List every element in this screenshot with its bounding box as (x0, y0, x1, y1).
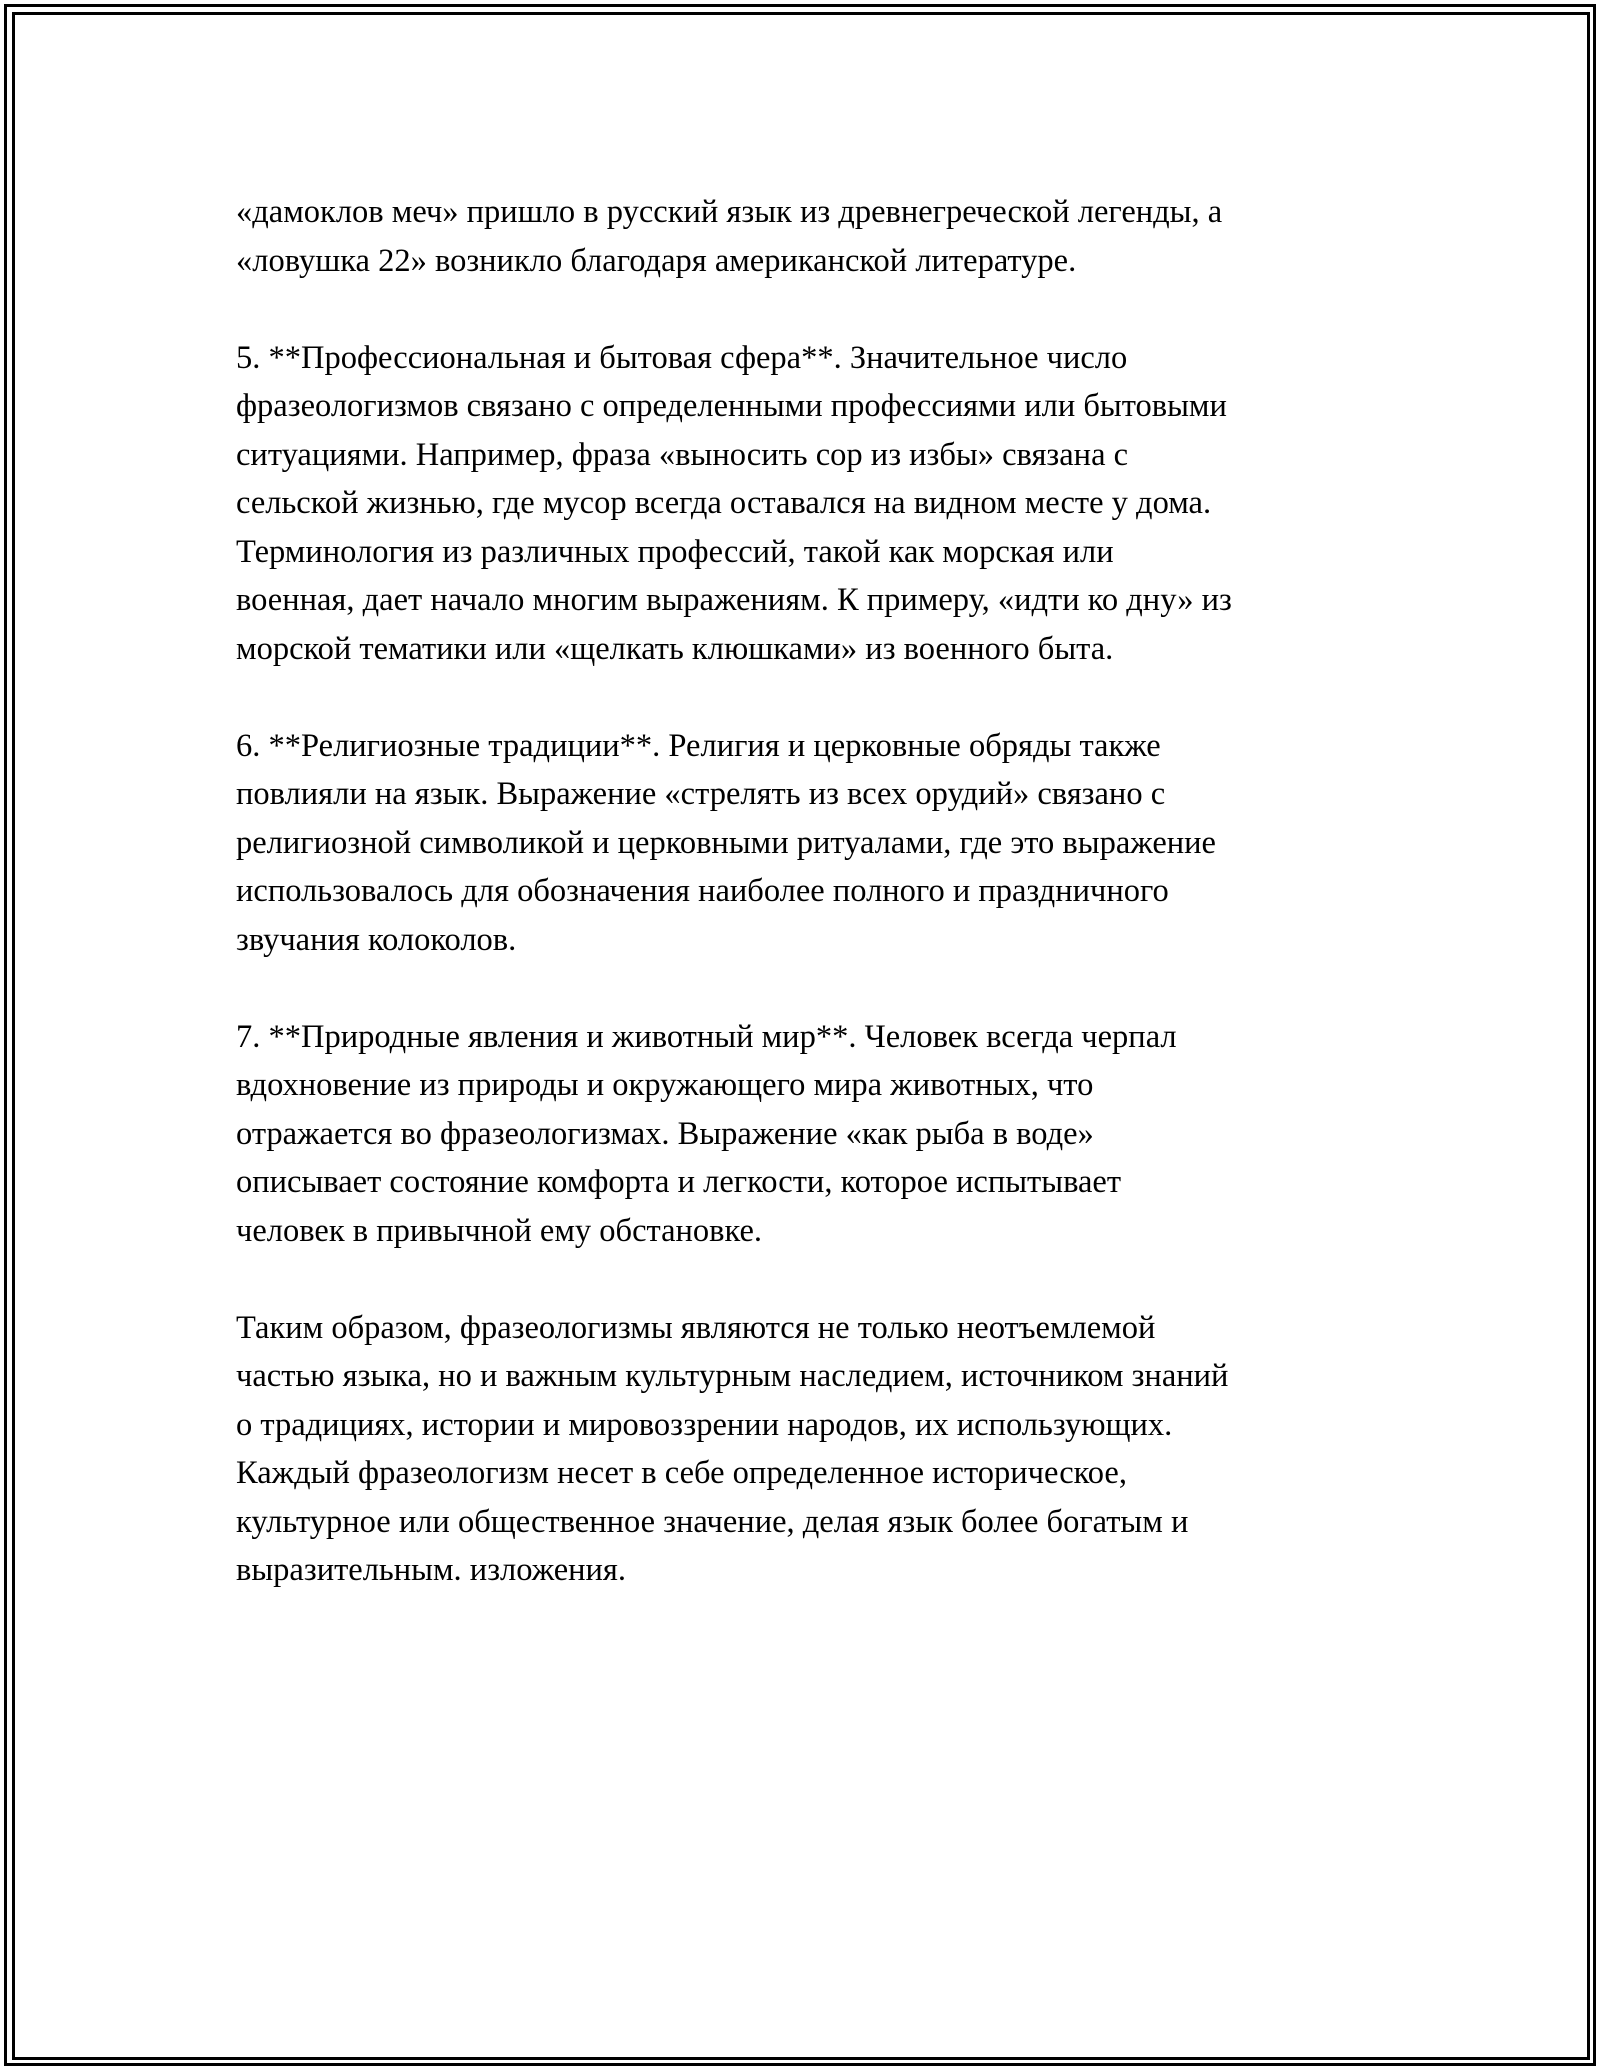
text-line: 7. **Природные явления и животный мир**. Человек всегда черпал (236, 1018, 1177, 1055)
document-body (236, 188, 1376, 1643)
text-line: отражается во фразеологизмах. Выражение «как рыба в воде» (236, 1115, 1094, 1152)
text-line: звучания колоколов. (236, 921, 517, 958)
text-line: 6. **Религиозные традиции**. Религия и церковные обряды также (236, 727, 1161, 764)
text-line: культурное или общественное значение, делая язык более богатым и (236, 1503, 1189, 1540)
text-line: о традициях, истории и мировоззрении народов, их использующих. (236, 1406, 1173, 1443)
text-line: повлияли на язык. Выражение «стрелять из всех орудий» связано с (236, 776, 1166, 812)
text-line: «дамоклов меч» пришло в русский язык из древнегреческой легенды, а (236, 194, 1223, 230)
paragraph-conclusion (236, 1304, 1376, 1595)
text-line: религиозной символикой и церковными ритуалами, где это выражение (236, 824, 1216, 861)
text-line: 5. **Профессиональная и бытовая сфера**. Значительное число (236, 339, 1128, 376)
text-line: Терминология из различных профессий, такой как морская или (236, 533, 1114, 570)
text-line: Каждый фразеологизм несет в себе определенное историческое, (236, 1455, 1127, 1491)
paragraph-item-5 (236, 334, 1376, 674)
paragraph-item-6 (236, 722, 1376, 965)
text-line: вдохновение из природы и окружающего мира животных, что (236, 1067, 1094, 1103)
text-line: фразеологизмов связано с определенными профессиями или бытовыми (236, 388, 1227, 424)
paragraph-intro-continuation (236, 188, 1376, 285)
text-line: использовалось для обозначения наиболее полного и праздничного (236, 873, 1169, 909)
text-line: частью языка, но и важным культурным наследием, источником знаний (236, 1358, 1229, 1394)
text-line: «ловушка 22» возникло благодаря американской литературе. (236, 242, 1077, 279)
text-line: описывает состояние комфорта и легкости, которое испытывает (236, 1164, 1122, 1200)
text-line: сельской жизнью, где мусор всегда оставался на видном месте у дома. (236, 485, 1212, 521)
text-line: человек в привычной ему обстановке. (236, 1212, 763, 1249)
text-line: выразительным. изложения. (236, 1552, 626, 1588)
text-line: военная, дает начало многим выражениям. К примеру, «идти ко дну» из (236, 582, 1232, 618)
text-line: морской тематики или «щелкать клюшками» из военного быта. (236, 630, 1114, 667)
paragraph-item-7 (236, 1013, 1376, 1256)
text-line: ситуациями. Например, фраза «выносить сор из избы» связана с (236, 436, 1129, 473)
text-line: Таким образом, фразеологизмы являются не только неотъемлемой (236, 1309, 1156, 1346)
